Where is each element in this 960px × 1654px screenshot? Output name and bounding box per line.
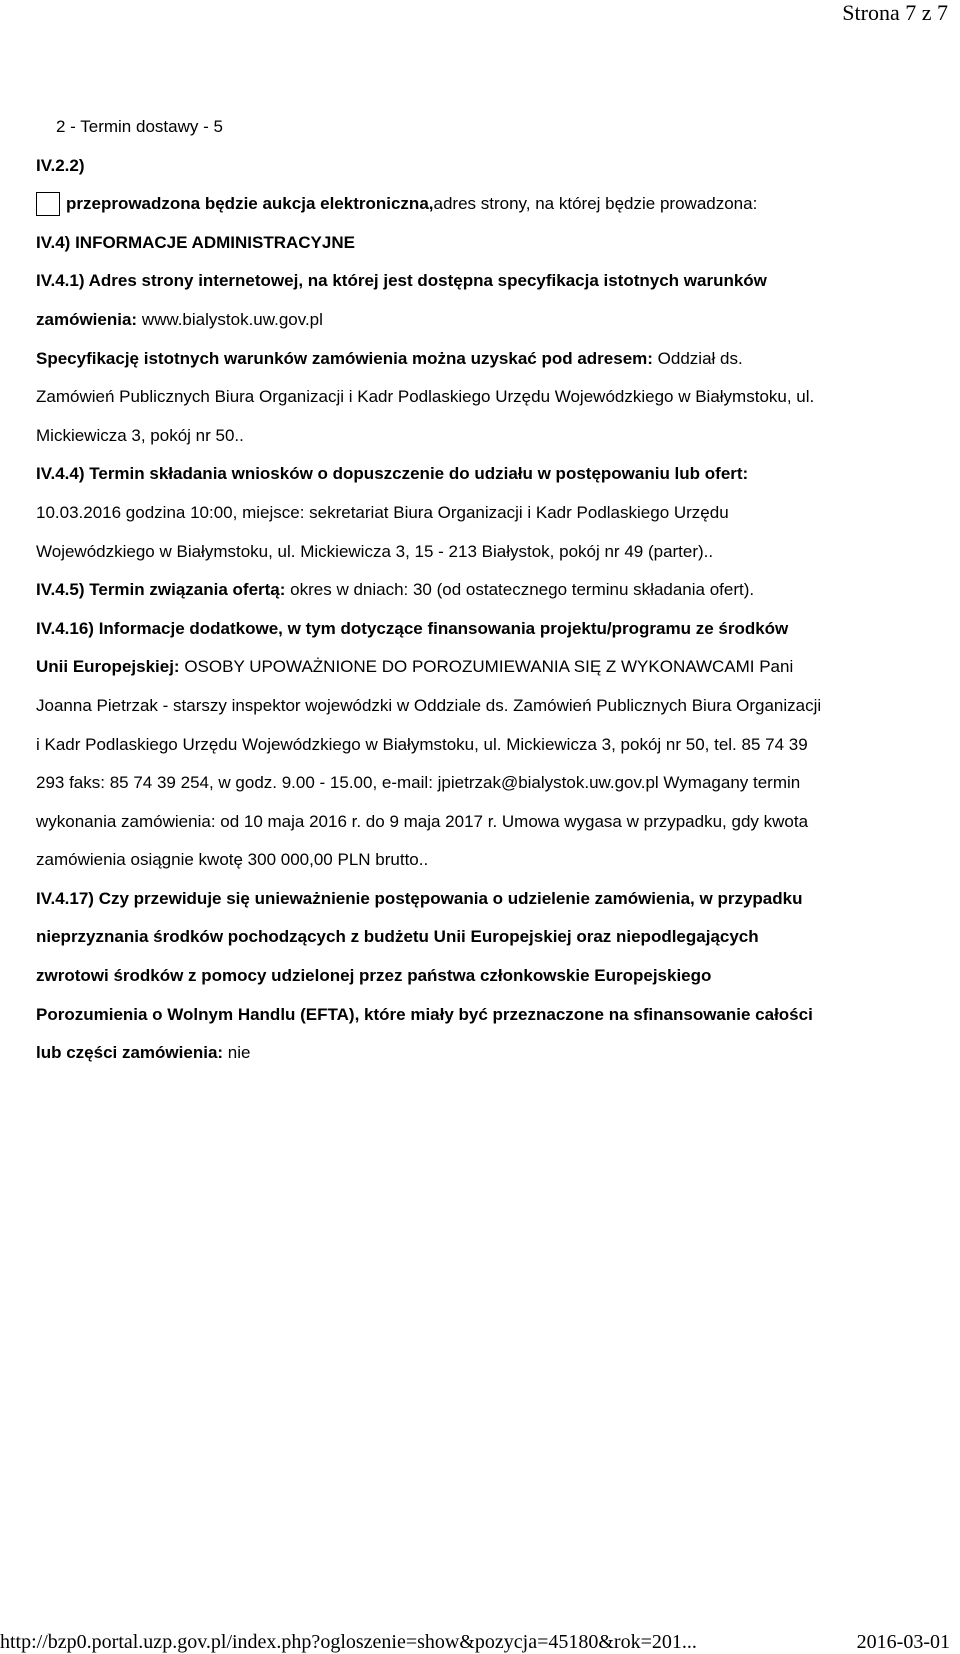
section-iv-2-2: IV.2.2) — [36, 155, 85, 175]
section-iv-4-4-value-line-1: 10.03.2016 godzina 10:00, miejsce: sekretariat Biura Organizacji i Kadr Podlaskiego Urzędu — [36, 502, 729, 522]
page-number: Strona 7 z 7 — [842, 0, 948, 25]
section-iv-4-17-label-line-4: Porozumienia o Wolnym Handlu (EFTA), które miały być przeznaczone na sfinansowanie całości — [36, 1004, 813, 1024]
footer-date: 2016-03-01 — [856, 1631, 950, 1653]
section-iv-4-5-row — [36, 571, 936, 610]
section-iv-4-1-label: IV.4.1) Adres strony internetowej, na której jest dostępna specyfikacja istotnych warunków — [36, 271, 767, 291]
footer-url: http://bzp0.portal.uzp.gov.pl/index.php?ogloszenie=show&pozycja=45180&rok=201... — [0, 1631, 697, 1653]
section-iv-4-17-label-line-5: lub części zamówienia: — [36, 1043, 224, 1063]
section-iv-4-16-value-line-2: OSOBY UPOWAŻNIONE DO POROZUMIEWANIA SIĘ Z WYKONAWCAMI Pani — [179, 657, 794, 677]
section-iv-4-16-label-cont: Unii Europejskiej: — [36, 657, 180, 677]
section-iv-4-1-label-cont: zamówienia: — [36, 309, 138, 329]
siwz-value: Oddział ds. — [652, 348, 743, 368]
section-iv-4-16-value-line-7: zamówienia osiągnie kwotę 300 000,00 PLN brutto.. — [36, 850, 429, 870]
section-iv-4-17-value: nie — [223, 1043, 251, 1063]
document-body — [36, 108, 936, 1073]
section-iv-4-17-label-line-2: nieprzyznania środków pochodzących z budżetu Unii Europejskiej oraz niepodlegających — [36, 927, 759, 947]
section-iv-4-17-label-line-1: IV.4.17) Czy przewiduje się unieważnienie postępowania o udzielenie zamówienia, w przypadku — [36, 888, 803, 908]
section-iv-4-16-row-2 — [36, 648, 936, 687]
section-iv-4-16-value-line-5: 293 faks: 85 74 39 254, w godz. 9.00 - 15.00, e-mail: jpietrzak@bialystok.uw.gov.pl Wymagany termin — [36, 773, 801, 793]
siwz-label: Specyfikację istotnych warunków zamówienia można uzyskać pod adresem: — [36, 348, 653, 368]
section-iv-4-17-row-5 — [36, 1034, 936, 1073]
auction-text: adres strony, na której będzie prowadzona: — [433, 194, 758, 214]
delivery-term: 2 - Termin dostawy - 5 — [56, 117, 223, 136]
siwz-value-line-2: Zamówień Publicznych Biura Organizacji i Kadr Podlaskiego Urzędu Wojewódzkiego w Białymstoku, ul. — [36, 387, 815, 407]
spec-url: www.bialystok.uw.gov.pl — [137, 309, 323, 329]
section-iv-4-5-value: okres w dniach: 30 (od ostatecznego terminu składania ofert). — [285, 580, 755, 600]
auction-label: przeprowadzona będzie aukcja elektroniczna, — [66, 194, 434, 214]
section-iv-4-16-value-line-4: i Kadr Podlaskiego Urzędu Wojewódzkiego w Białymstoku, ul. Mickiewicza 3, pokój nr 50, tel. 85 74 39 — [36, 734, 808, 754]
auction-row — [36, 185, 936, 224]
section-iv-4-1-value-row — [36, 301, 936, 340]
section-iv-4-16-value-line-6: wykonania zamówienia: od 10 maja 2016 r. do 9 maja 2017 r. Umowa wygasa w przypadku, gdy kwota — [36, 811, 809, 831]
section-iv-4-5-label: IV.4.5) Termin związania ofertą: — [36, 580, 286, 600]
siwz-value-line-3: Mickiewicza 3, pokój nr 50.. — [36, 425, 244, 445]
section-iv-4-4-label: IV.4.4) Termin składania wniosków o dopuszczenie do udziału w postępowaniu lub ofert: — [36, 464, 749, 484]
section-iv-4-4-value-line-2: Wojewódzkiego w Białymstoku, ul. Mickiewicza 3, 15 - 213 Białystok, pokój nr 49 (parter).. — [36, 541, 714, 561]
section-iv-4-heading: IV.4) INFORMACJE ADMINISTRACYJNE — [36, 232, 355, 252]
section-iv-4-16-label: IV.4.16) Informacje dodatkowe, w tym dotyczące finansowania projektu/programu ze środków — [36, 618, 789, 638]
auction-checkbox — [36, 192, 60, 216]
section-iv-4-16-value-line-3: Joanna Pietrzak - starszy inspektor wojewódzki w Oddziale ds. Zamówień Publicznych Biura Organizacji — [36, 695, 822, 715]
siwz-row — [36, 340, 936, 379]
page-footer — [0, 1630, 950, 1654]
section-iv-4-17-label-line-3: zwrotowi środków z pomocy udzielonej przez państwa członkowskie Europejskiego — [36, 966, 712, 986]
